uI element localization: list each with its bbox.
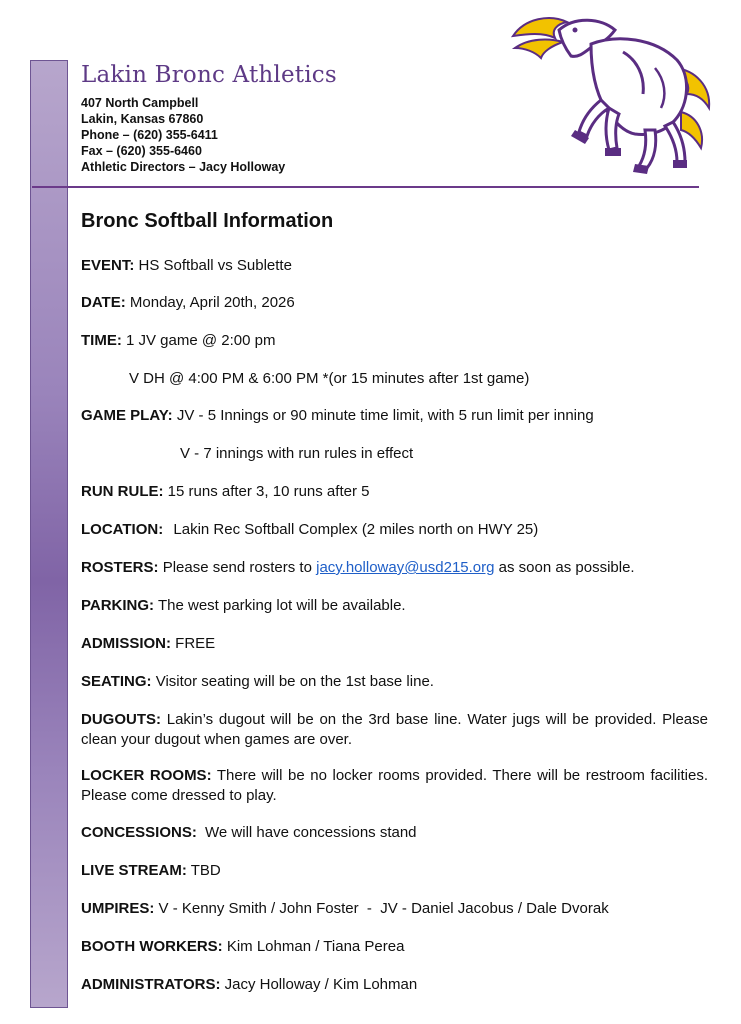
time-field (81, 331, 708, 351)
admission-field (81, 634, 708, 654)
livestream-field (81, 861, 708, 881)
booth-label: BOOTH WORKERS: (81, 938, 223, 955)
gameplay-field (81, 406, 708, 426)
concessions-value: We will have concessions stand (205, 824, 417, 841)
admins-field (81, 975, 708, 995)
livestream-label: LIVE STREAM: (81, 862, 187, 879)
phone-line: Phone – (620) 355-6411 (81, 128, 218, 142)
bronco-horse-icon (505, 8, 717, 176)
admission-value: FREE (175, 635, 216, 652)
gameplay-value: JV - 5 Innings or 90 minute time limit, with 5 run limit per inning (176, 407, 594, 424)
address-line: 407 North Campbell (81, 96, 199, 110)
livestream-value: TBD (190, 862, 221, 879)
locker-value: There will be no locker rooms provided. There will be restroom facilities. Please come dressed to play. (81, 767, 708, 804)
fax-line: Fax – (620) 355-6460 (81, 144, 202, 158)
dugouts-label: DUGOUTS: (81, 711, 161, 728)
decorative-sidebar (30, 60, 68, 1008)
gameplay-label: GAME PLAY: (81, 407, 173, 424)
document-title: Bronc Softball Information (81, 210, 334, 232)
rosters-email-link[interactable]: jacy.holloway@usd215.org (316, 559, 495, 576)
umpires-label: UMPIRES: (81, 900, 155, 917)
city-line: Lakin, Kansas 67860 (81, 112, 204, 126)
gameplay-value-2: V - 7 innings with run rules in effect (180, 445, 414, 462)
parking-label: PARKING: (81, 597, 155, 614)
dugouts-field (81, 710, 708, 750)
locker-label: LOCKER ROOMS: (81, 767, 212, 784)
event-value: HS Softball vs Sublette (138, 257, 292, 274)
admins-label: ADMINISTRATORS: (81, 976, 221, 993)
time-value-2: V DH @ 4:00 PM & 6:00 PM *(or 15 minutes after 1st game) (129, 370, 530, 387)
contact-block (81, 95, 285, 175)
header-divider (32, 186, 699, 188)
rosters-post: as soon as possible. (498, 559, 635, 576)
runrule-field (81, 482, 708, 502)
runrule-value: 15 runs after 3, 10 runs after 5 (167, 483, 370, 500)
concessions-label: CONCESSIONS: (81, 824, 197, 841)
dugouts-value: Lakin’s dugout will be on the 3rd base line. Water jugs will be provided. Please clean your dugout when games are over. (81, 711, 708, 748)
umpires-field (81, 899, 708, 919)
rosters-pre: Please send rosters to (162, 559, 312, 576)
org-name: Lakin Bronc Athletics (81, 62, 337, 88)
booth-field (81, 937, 708, 957)
parking-value: The west parking lot will be available. (157, 597, 406, 614)
seating-field (81, 672, 708, 692)
concessions-field (81, 823, 708, 843)
parking-field (81, 596, 708, 616)
time-value: 1 JV game @ 2:00 pm (126, 332, 276, 349)
admission-label: ADMISSION: (81, 635, 171, 652)
location-label: LOCATION: (81, 521, 164, 538)
time-label: TIME: (81, 332, 122, 349)
rosters-field (81, 558, 708, 578)
event-field (81, 256, 708, 276)
runrule-label: RUN RULE: (81, 483, 164, 500)
date-value: Monday, April 20th, 2026 (129, 294, 295, 311)
event-label: EVENT: (81, 257, 135, 274)
directors-line: Athletic Directors – Jacy Holloway (81, 160, 286, 174)
booth-value: Kim Lohman / Tiana Perea (226, 938, 405, 955)
umpires-value: V - Kenny Smith / John Foster - JV - Daniel Jacobus / Dale Dvorak (158, 900, 609, 917)
seating-value: Visitor seating will be on the 1st base line. (155, 673, 434, 690)
date-label: DATE: (81, 294, 126, 311)
admins-value: Jacy Holloway / Kim Lohman (224, 976, 418, 993)
seating-label: SEATING: (81, 673, 152, 690)
location-field (81, 520, 708, 540)
date-field (81, 293, 708, 313)
rosters-label: ROSTERS: (81, 559, 159, 576)
location-value: Lakin Rec Softball Complex (2 miles north on HWY 25) (173, 521, 539, 538)
locker-field (81, 766, 708, 806)
